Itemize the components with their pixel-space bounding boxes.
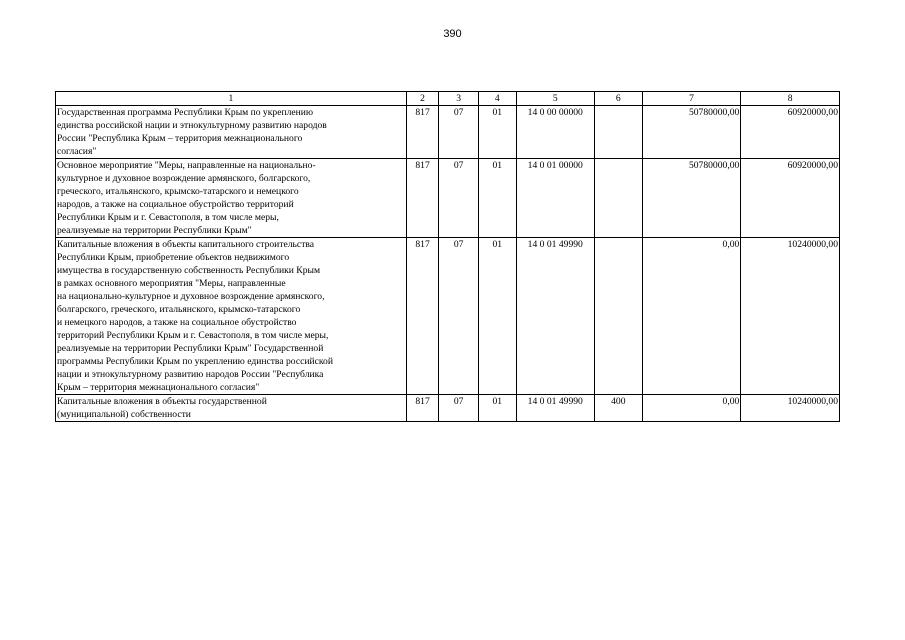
col8-amount-cell: 60920000,00 — [741, 106, 840, 159]
col3-cell: 07 — [439, 159, 479, 238]
col8-amount-cell: 10240000,00 — [741, 238, 840, 395]
col6-cell — [594, 106, 642, 159]
column-header: 6 — [594, 92, 642, 106]
column-header: 8 — [741, 92, 840, 106]
col6-cell — [594, 159, 642, 238]
col4-cell: 01 — [479, 159, 517, 238]
col8-amount-cell: 60920000,00 — [741, 159, 840, 238]
page-number: 390 — [443, 28, 462, 40]
col2-cell: 817 — [406, 159, 439, 238]
col7-amount-cell: 50780000,00 — [642, 106, 741, 159]
column-header: 5 — [516, 92, 594, 106]
column-header: 3 — [439, 92, 479, 106]
col7-amount-cell: 0,00 — [642, 395, 741, 422]
col7-amount-cell: 50780000,00 — [642, 159, 741, 238]
row-name-cell: Основное мероприятие "Меры, направленные на национально- культурное и духовное возрождение армянского, болгарского, греческого, итальянского, крымско-татарского и немецкого народов, а также на социальное обустройство территорий Республики Крым и г. Севастополя, в том числе меры, реализуемые на территории Республики Крым" — [56, 159, 407, 238]
table-row — [56, 159, 840, 238]
col4-cell: 01 — [479, 395, 517, 422]
col7-amount-cell: 0,00 — [642, 238, 741, 395]
table-row — [56, 238, 840, 395]
row-name-cell: Государственная программа Республики Крым по укреплению единства российской нации и этнокультурному развитию народов России "Республика Крым – территория межнационального согласия" — [56, 106, 407, 159]
budget-table — [55, 91, 840, 422]
col2-cell: 817 — [406, 395, 439, 422]
col2-cell: 817 — [406, 238, 439, 395]
col5-cell: 14 0 01 00000 — [516, 159, 594, 238]
column-header: 7 — [642, 92, 741, 106]
col6-cell — [594, 238, 642, 395]
col5-cell: 14 0 01 49990 — [516, 395, 594, 422]
row-name-cell: Капитальные вложения в объекты государственной (муниципальной) собственности — [56, 395, 407, 422]
table-header-row — [56, 92, 840, 106]
row-name-cell: Капитальные вложения в объекты капитального строительства Республики Крым, приобретение объектов недвижимого имущества в государственную собственность Республики Крым в рамках основного мероприятия "Меры, направленные на национально-культурное и духовное возрождение армянского, болгарского, греческого, итальянского, крымско-татарского и немецкого народов, а также на социальное обустройство территорий Республики Крым и г. Севастополя, в том числе меры, реализуемые на территории Республики Крым" Государственной программы Республики Крым по укреплению единства российской нации и этнокультурному развитию народов России "Республика Крым – территория межнационального согласия" — [56, 238, 407, 395]
col5-cell: 14 0 00 00000 — [516, 106, 594, 159]
col3-cell: 07 — [439, 395, 479, 422]
column-header: 4 — [479, 92, 517, 106]
table-row — [56, 395, 840, 422]
table-row — [56, 106, 840, 159]
col3-cell: 07 — [439, 238, 479, 395]
column-header: 1 — [56, 92, 407, 106]
col6-cell: 400 — [594, 395, 642, 422]
col8-amount-cell: 10240000,00 — [741, 395, 840, 422]
col5-cell: 14 0 01 49990 — [516, 238, 594, 395]
col2-cell: 817 — [406, 106, 439, 159]
col4-cell: 01 — [479, 238, 517, 395]
column-header: 2 — [406, 92, 439, 106]
col3-cell: 07 — [439, 106, 479, 159]
col4-cell: 01 — [479, 106, 517, 159]
